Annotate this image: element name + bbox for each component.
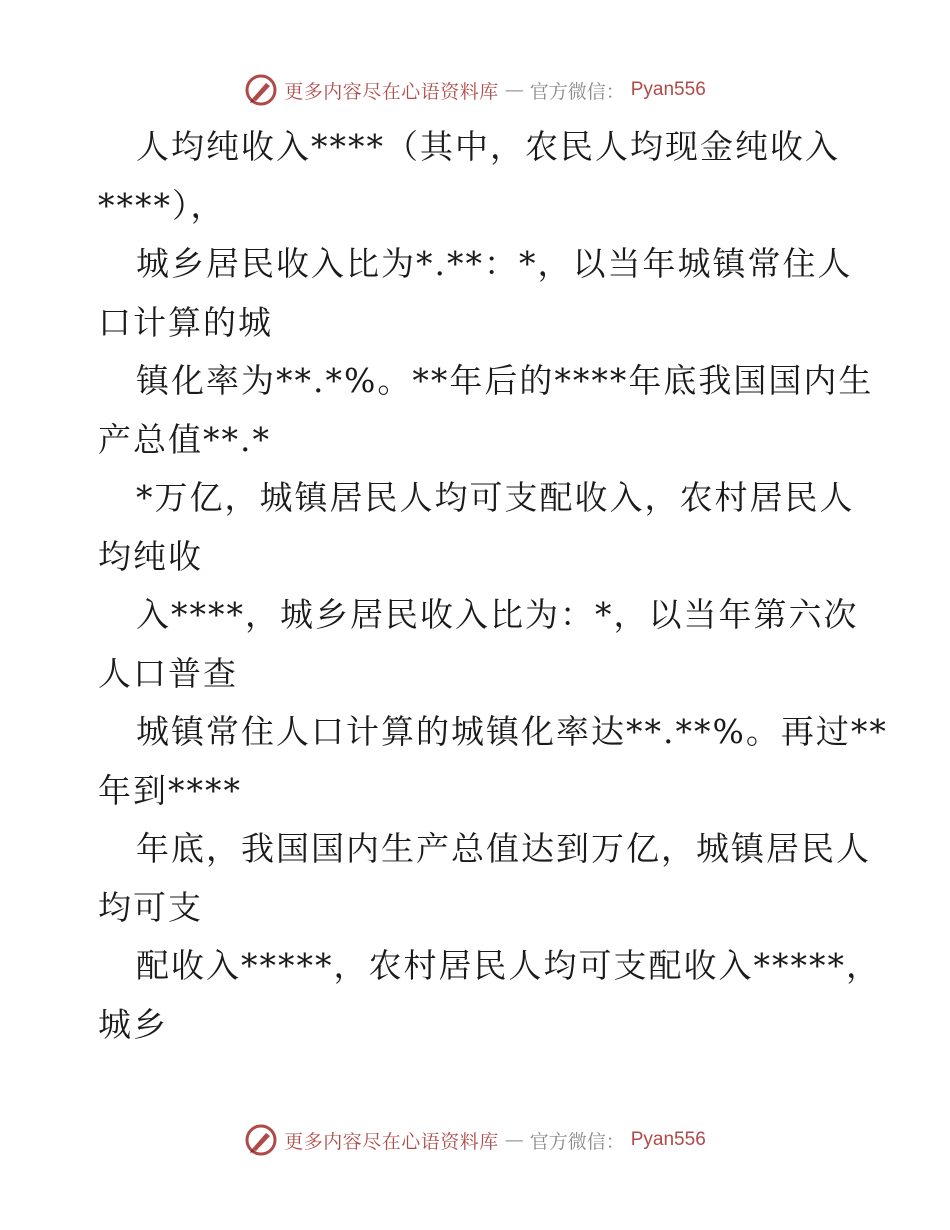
text-line: 城乡 xyxy=(98,1004,168,1044)
header-wechat-id: Pyan556 xyxy=(630,79,706,100)
footer-separator: — xyxy=(504,1129,524,1151)
text-line: 产总值**.* xyxy=(98,419,271,459)
footer-wechat-label: 官方微信： xyxy=(529,1130,625,1153)
pen-logo-icon xyxy=(244,1123,278,1157)
header-separator: — xyxy=(504,79,524,101)
footer-wechat-id: Pyan556 xyxy=(630,1129,706,1150)
text-line: 配收入*****，农村居民人均可支配收入*****， xyxy=(136,946,881,985)
text-line: 城镇常住人口计算的城镇化率达**.**%。再过** xyxy=(136,712,888,751)
text-line: *万亿，城镇居民人均可支配收入，农村居民人 xyxy=(136,478,855,517)
text-line: 城乡居民收入比为*.**：*，以当年城镇常住人 xyxy=(136,244,853,283)
document-body xyxy=(98,118,888,1054)
page-footer xyxy=(0,1120,950,1160)
pen-logo-icon xyxy=(244,73,278,107)
text-line: 均纯收 xyxy=(98,536,203,576)
text-line: 镇化率为**.*%。**年后的****年底我国国内生 xyxy=(136,361,874,400)
text-line: 年底，我国国内生产总值达到万亿，城镇居民人 xyxy=(136,829,871,868)
text-line: 均可支 xyxy=(98,887,203,927)
text-line: ****）， xyxy=(98,185,226,225)
header-wechat-label: 官方微信： xyxy=(529,80,625,103)
footer-brand-text: 更多内容尽在心语资料库 xyxy=(284,1130,499,1153)
header-brand-text: 更多内容尽在心语资料库 xyxy=(284,80,499,103)
text-line: 人均纯收入****（其中，农民人均现金纯收入 xyxy=(136,127,840,166)
page-header xyxy=(0,70,950,110)
text-line: 口计算的城 xyxy=(98,302,273,342)
text-line: 入****，城乡居民收入比为：*，以当年第六次 xyxy=(136,595,859,634)
text-line: 年到**** xyxy=(98,770,242,810)
text-line: 人口普查 xyxy=(98,653,238,693)
